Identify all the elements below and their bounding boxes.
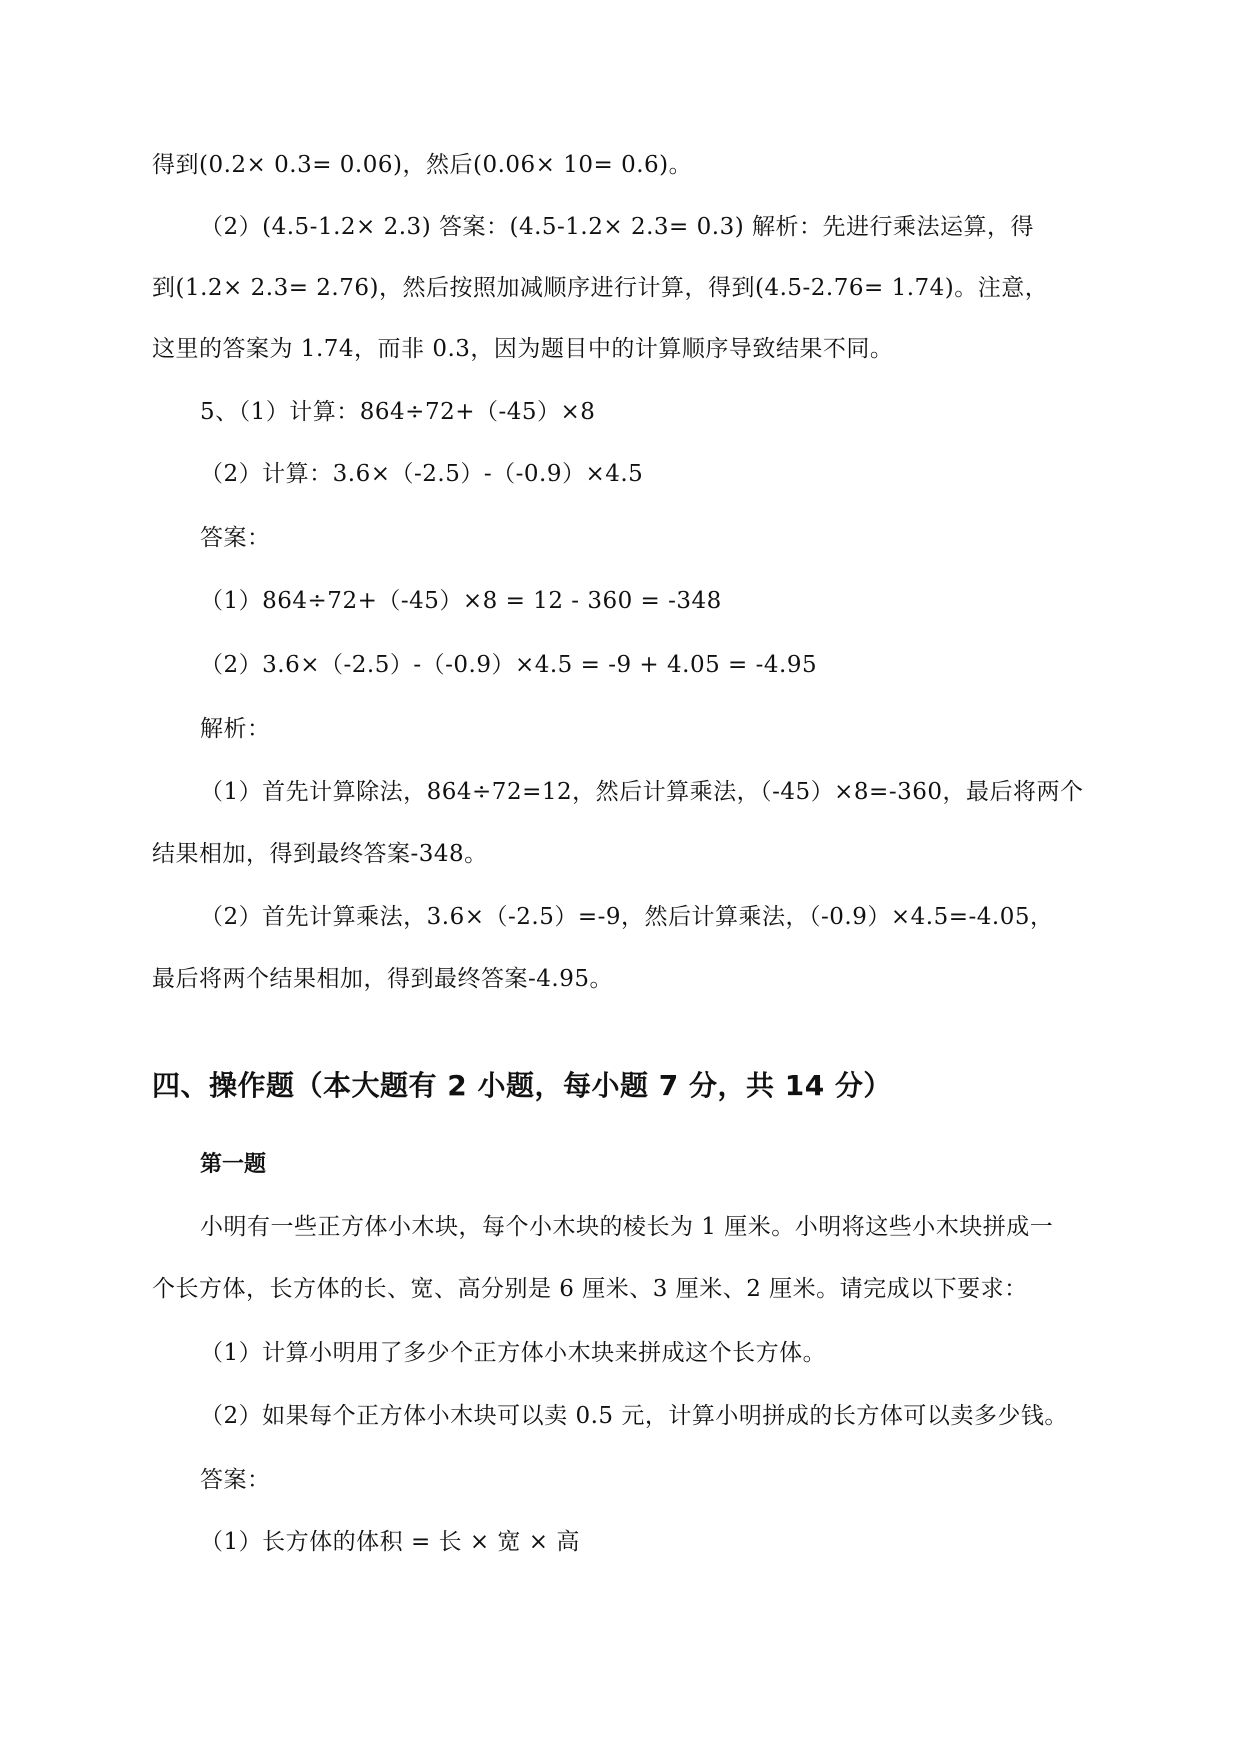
text-line: 5、（1）计算：864÷72+（-45）×8 — [200, 399, 596, 425]
text-line: 这里的答案为 1.74，而非 0.3，因为题目中的计算顺序导致结果不同。 — [152, 336, 894, 362]
text-line: 个长方体，长方体的长、宽、高分别是 6 厘米、3 厘米、2 厘米。请完成以下要求： — [152, 1276, 1028, 1302]
text-line: （2）3.6×（-2.5）-（-0.9）×4.5 = -9 + 4.05 = -4.95 — [200, 652, 818, 678]
text-line: 答案： — [200, 525, 271, 551]
text-line: （1）864÷72+（-45）×8 = 12 - 360 = -348 — [200, 588, 722, 614]
text-line: （2）计算：3.6×（-2.5）-（-0.9）×4.5 — [200, 461, 644, 487]
text-line: 到(1.2× 2.3= 2.76)，然后按照加减顺序进行计算，得到(4.5-2.76= 1.74)。注意， — [152, 275, 1049, 301]
text-line: 最后将两个结果相加，得到最终答案-4.95。 — [152, 966, 613, 992]
text-line: （2）(4.5-1.2× 2.3) 答案：(4.5-1.2× 2.3= 0.3) 解析：先进行乘法运算，得 — [200, 214, 1034, 240]
text-line: 答案： — [200, 1467, 271, 1493]
text-line: 小明有一些正方体小木块，每个小木块的棱长为 1 厘米。小明将这些小木块拼成一 — [200, 1214, 1054, 1240]
text-line: （2）首先计算乘法，3.6×（-2.5）=-9，然后计算乘法，（-0.9）×4.5=-4.05， — [200, 904, 1054, 930]
text-line: （1）首先计算除法，864÷72=12，然后计算乘法，（-45）×8=-360，最后将两个 — [200, 779, 1084, 805]
question-heading: 第一题 — [200, 1152, 267, 1177]
text-line: （2）如果每个正方体小木块可以卖 0.5 元，计算小明拼成的长方体可以卖多少钱。 — [200, 1403, 1068, 1429]
text-line: 解析： — [200, 716, 271, 742]
text-line: （1）计算小明用了多少个正方体小木块来拼成这个长方体。 — [200, 1340, 827, 1366]
text-line: （1）长方体的体积 = 长 × 宽 × 高 — [200, 1529, 580, 1555]
section-heading: 四、操作题（本大题有 2 小题，每小题 7 分，共 14 分） — [152, 1069, 892, 1102]
text-line: 结果相加，得到最终答案-348。 — [152, 841, 488, 867]
text-line: 得到(0.2× 0.3= 0.06)，然后(0.06× 10= 0.6)。 — [152, 152, 693, 178]
